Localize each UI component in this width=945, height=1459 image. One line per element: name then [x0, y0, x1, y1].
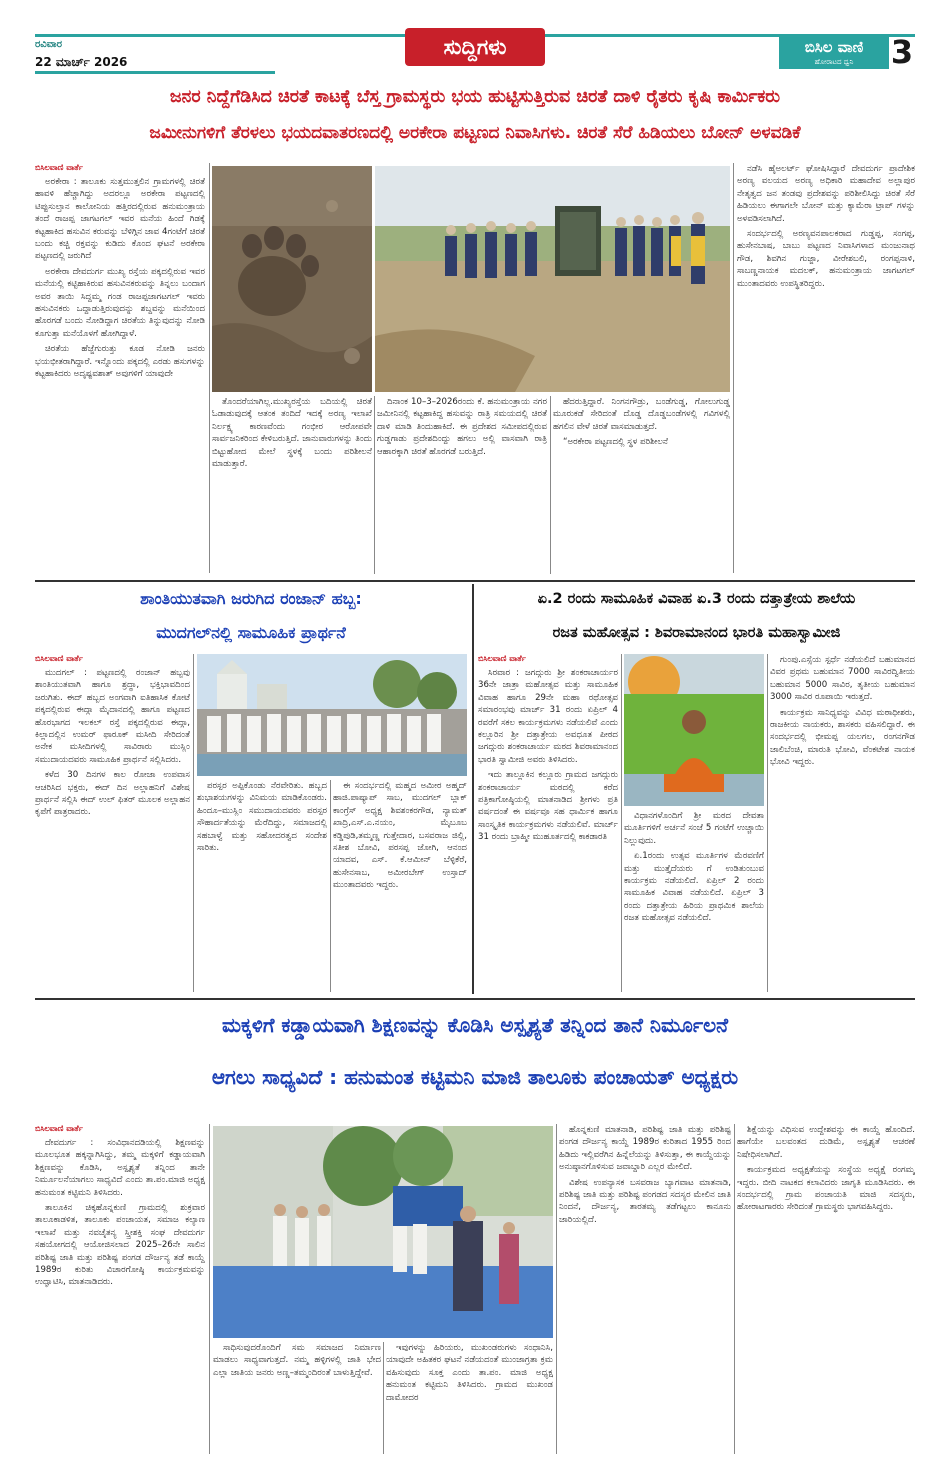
story3-byline: ಬಿಸಿಲವಾಣಿ ವಾರ್ತೆ [478, 654, 526, 663]
column-divider [734, 1124, 735, 1454]
column-divider [209, 1124, 210, 1454]
section-title: ಸುದ್ದಿಗಳು [405, 28, 545, 66]
story1-paragraph: ಅರಕೇರಾ : ತಾಲೂಕು ಸುತ್ತಮುತ್ತಲಿನ ಗ್ರಾಮಗಳಲ್ಲಿ ಚಿರತೆ ಹಾವಳಿ ಹೆಚ್ಚಾಗಿದ್ದು ಅದರಲ್ಲೂ ಅರಕೇರಾ ಪಟ್ಟಣದಲ್ಲಿ ಟಿಪ್ಪುಸುಲ್ತಾನ ಕಾಲೋನಿಯ ಹತ್ತಿರದಲ್ಲಿರುವ ಹನುಮಂತ್ರಾಯ ತಂದೆ ರಾಜಪ್ಪ ಜಾಗಟಗಲ್ ಇವರ ಮನೆಯ ಹಿಂದೆ ಗಿಡಕ್ಕೆ ಕಟ್ಟಹಾಕಿದ ಹಸುವಿನ ಕರುವನ್ನು ಬೆಳಿಗ್ಗಿನ ಜಾವ 4ಗಂಟೆಗೆ ಚಿರತೆ ಬಂದು ಕಚ್ಚಿ ರಕ್ತವನ್ನು ಕುಡಿದು ಕೊಂದ ಘಟನೆ ಅರಕೇರಾ ಪಟ್ಟಣದಲ್ಲಿ ಜರುಗಿದೆ [35, 177, 205, 262]
story1-paragraph: ದಿನಾಂಕ 10–3–2026ರಂದು ಕೆ. ಹನುಮಂತ್ರಾಯ ನಗರ ಜಮೀನಿನಲ್ಲಿ ಕಟ್ಟಹಾಕಿದ್ದ ಹಸುವನ್ನು ರಾತ್ರಿ ಸಮಯದಲ್ಲಿ ಚಿರತೆ ದಾಳಿ ಮಾಡಿ ತಿಂದುಹಾಕಿದೆ. ಈ ಪ್ರದೇಶದ ಸಮೀಪದಲ್ಲಿರುವ ಗುಡ್ಡಗಾಡು ಪ್ರದೇಶದಿಂದ್ದು ಹಗಲು ಅಲ್ಲಿ ವಾಸವಾಗಿ ರಾತ್ರಿ ಆಹಾರಕ್ಕಾಗಿ ಚಿರತೆ ಹೊರಗಡೆ ಬರುತ್ತಿದೆ. [377, 397, 547, 457]
story3-column-3 [770, 654, 915, 992]
story3-column-1 [478, 654, 618, 994]
story1-headline-line2: ಜಮೀನುಗಳಿಗೆ ತೆರಳಲು ಭಯದವಾತರಣದಲ್ಲಿ ಅರಕೇರಾ ಪಟ್ಟಣದ ನಿವಾಸಿಗಳು. ಚಿರತೆ ಸೆರೆ ಹಿಡಿಯಲು ಬೋನ್ ಅಳವಡಿಕೆ [149, 123, 801, 143]
story1-column-1 [35, 163, 205, 577]
column-divider [383, 1342, 384, 1454]
story1-byline: ಬಿಸಿಲವಾಣಿ ವಾರ್ತೆ [35, 163, 83, 172]
story1-column-4 [553, 396, 730, 574]
story4-headline-line2: ಆಗಲು ಸಾಧ್ಯವಿದೆ : ಹನುಮಂತ ಕಟ್ಟಿಮನಿ ಮಾಜಿ ತಾಲೂಕು ಪಂಚಾಯತ್ ಅಧ್ಯಕ್ಷರು [211, 1065, 739, 1089]
masthead [35, 28, 915, 76]
newspaper-page [35, 28, 915, 1403]
story4-paragraph: ಸಾಧಿಸುವುದರೊಂದಿಗೆ ಸಮ ಸಮಾಜದ ನಿರ್ಮಾಣ ಮಾಡಲು ಸಾಧ್ಯವಾಗುತ್ತದೆ. ನಮ್ಮ ಹಳ್ಳಿಗಳಲ್ಲಿ ಜಾತಿ ಭೇದ ಎಲ್ಲಾ ಜಾತಿಯ ಜನರು ಅಣ್ಣ–ತಮ್ಮಂದಿರಂತೆ ಬಾಳುತ್ತಿದ್ದೇವೆ. [213, 1343, 381, 1378]
story3-paragraph: ಕಾರ್ಯಕ್ರಮ ಸಾನಿಧ್ಯವನ್ನು ವಿವಿಧ ಮಠಾಧೀಶರು, ರಾಜಕೀಯ ನಾಯಕರು, ಶಾಸಕರು ವಹಿಸಲಿದ್ದಾರೆ. ಈ ಸಂದರ್ಭದಲ್ಲಿ ಭೀಮಪ್ಪ ಯಲಗಲ, ರಂಗನಗೌಡ ಜಾಲಿಬೆಂಚಿ, ಮಾರುತಿ ಭೋವಿ, ವೆಂಕಟೇಶ ನಾಯಕ ಭೋವಿ ಇದ್ದರು. [770, 707, 915, 768]
story1-paragraph: ತೊಂದರೆಯಾಗಿಲ್ಲ.ಮುಖ್ಯರಸ್ತೆಯ ಬದಿಯಲ್ಲಿ ಚಿರತೆ ಓಡಾಡುವುದಕ್ಕೆ ಆತಂಕ ತಂದಿದೆ ಇದಕ್ಕೆ ಅರಣ್ಯ ಇಲಾಖೆ ನಿರ್ಲಕ್ಷ್ಯ ಕಾರಣವೆಂದು ಗಂಭೀರ ಆರೋಪವೇ ಸಾರ್ವಜನಿಕರಿಂದ ಕೇಳಿಬರುತ್ತಿದೆ. ಜಾನುವಾರುಗಳನ್ನು ತಿಂದು ಬಿಟ್ಟುಹೋದ ಮೇಲೆ ಸ್ಥಳಕ್ಕೆ ಬಂದು ಪರಿಶೀಲನೆ ಮಾಡುತ್ತಾರೆ. [212, 397, 372, 470]
story4-column-2 [213, 1342, 381, 1454]
column-divider [621, 654, 622, 992]
section-divider [35, 998, 915, 1000]
villagers-with-cage-photo [375, 166, 730, 392]
seminar-gathering-photo [213, 1126, 553, 1338]
story1-paragraph: ಸಂದರ್ಭದಲ್ಲಿ ಅರಣ್ಯವನಪಾಲಕರಾದ ಗುಡ್ಡಪ್ಪ, ಸಂಗಪ್ಪ, ಹುಸೇನಬಾಷ, ಬಾಬು ಪಟ್ಟಣದ ನಿವಾಸಿಗಳಾದ ಮಂಜುನಾಥ ಗೌಡ, ಶಿವಗಿನ ಗುಜ್ಜಾ, ವೀರೇಶಬಲಿ, ರಂಗಪ್ಪನಾಳಿ, ಸಾಬಣ್ಣನಾಯಕ ಮದಲಕ್, ಹನುಮಂತ್ರಾಯ ಜಾಗಟಗಲ್ ಮುಂತಾದವರು ಉಪಸ್ಥಿತರಿದ್ದರು. [737, 229, 915, 289]
paper-logo [779, 37, 889, 69]
story1-paragraph: ಹೆದರುತ್ತಿದ್ದಾರೆ. ನಿಂಗನಗೌಡ್ರು, ಬಂಡೆಗುಡ್ಡ, ಗೋಲುಗುಡ್ಡ ಮೂರುಕಡೆ ಸೇರಿದಂತೆ ದೊಡ್ಡ ದೊಡ್ಡಬಂಡೆಗಳಲ್ಲಿ ಗವಿಗಳಲ್ಲಿ ಹಗಲಿನ ವೇಳೆ ಚಿರತೆ ವಾಸಮಾಡುತ್ತದೆ. [553, 397, 730, 432]
story2-headline-line2: ಮುದಗಲ್‌ನಲ್ಲಿ ಸಾಮೂಹಿಕ ಪ್ರಾರ್ಥನೆ [156, 623, 346, 642]
column-divider [209, 163, 210, 573]
story-leopard [35, 80, 915, 578]
issue-date: 22 ಮಾರ್ಚ್ 2026 [35, 55, 275, 74]
page-number: 3 [890, 33, 914, 71]
story3-headline-line2: ರಜತ ಮಹೋತ್ಸವ : ಶಿವರಾಮಾನಂದ ಭಾರತಿ ಮಹಾಸ್ವಾಮೀಜಿ [552, 625, 841, 641]
column-divider [550, 396, 551, 574]
story3-paragraph: ಏ.1ರಂದು ಉತ್ಸವ ಮೂರ್ತಿಗಳ ಮೆರವಣಿಗೆ ಮತ್ತು ಮುತ್ತೈದೆಯರು ಗೆ ಉಡಿತುಂಬುವ ಕಾರ್ಯಕ್ರಮ ನಡೆಯಲಿದೆ. ಏಪ್ರಿಲ್ 2 ರಂದು ಸಾಮೂಹಿಕ ವಿವಾಹ ನಡೆಯಲಿದೆ. ಏಪ್ರಿಲ್ 3 ರಂದು ದತ್ತಾತ್ರೇಯ ಹಿರಿಯ ಪ್ರಾಥಮಿಕ ಶಾಲೆಯ ರಜತ ಮಹೋತ್ಸವ ನಡೆಯಲಿದೆ. [624, 851, 764, 924]
story4-headline-line1: ಮಕ್ಕಳಿಗೆ ಕಡ್ಡಾಯವಾಗಿ ಶಿಕ್ಷಣವನ್ನು ಕೊಡಿಸಿ ಅಸ್ಪೃಶ್ಯತೆ ತನ್ನಿಂದ ತಾನೆ ನಿರ್ಮೂಲನೆ [222, 1013, 728, 1037]
story-education [35, 1002, 915, 1457]
issue-day: ರವಿವಾರ [35, 39, 62, 50]
leopard-footprint-photo [212, 166, 372, 392]
story4-column-1 [35, 1124, 205, 1457]
story3-paragraph: ಸಿರವಾರ : ಜಗದ್ಗುರು ಶ್ರೀ ಶಂಕರಾಚಾರ್ಯರ 36ನೇ ಜಾತ್ರಾ ಮಹೋತ್ಸವ ಮತ್ತು ಸಾಮೂಹಿಕ ವಿವಾಹ ಹಾಗೂ 29ನೇ ಮಹಾ ರಥೋತ್ಸವ ಸಮಾರಂಭವು ಮಾರ್ಚ್ 31 ರಂದು ಏಪ್ರಿಲ್ 4 ರವರೆಗೆ ಸಕಲ ಕಾರ್ಯಕ್ರಮಗಳು ನಡೆಯಲಿವೆ ಎಂದು ಕಲ್ಲೂರಿನ ಶ್ರೀ ದತ್ತಾತ್ರೇಯ ಅವಧೂತ ಪೀಠದ ಜಗದ್ಗುರು ಶಂಕರಾಚಾರ್ಯ ಮಠದ ಶಿವರಾಮಾನಂದ ಭಾರತಿ ಸ್ವಾಮೀಜಿ ಅವರು ತಿಳಿಸಿದರು. [478, 668, 618, 765]
story3-paragraph: ಗುಂಪು.ಎಸ್ಸೆಯ ಸ್ಪರ್ಧೆ ನಡೆಯಲಿದೆ ಬಹುಮಾನದ ವಿವರ ಪ್ರಥಮ ಬಹುಮಾನ 7000 ಸಾವಿರದ್ವಿತೀಯ ಬಹುಮಾನ 5000 ಸಾವಿರ, ತೃತೀಯ ಬಹುಮಾನ 3000 ಸಾವಿರ ರೂಪಾಯಿ ಇರುತ್ತದೆ. [770, 655, 915, 703]
story1-column-5 [737, 163, 915, 574]
story3-paragraph: ವಿಧಾನಗಳೊಂದಿಗೆ ಶ್ರೀ ಮಠದ ದೇವತಾ ಮೂರ್ತಿಗಳಿಗೆ ಅರ್ಚನೆ ಸಂಜೆ 5 ಗಂಟೆಗೆ ಉಚ್ಚಾಯಿ ನಿಲ್ಲುವುದು. [624, 811, 764, 846]
story2-column-2 [197, 780, 327, 992]
ramzan-prayer-photo [197, 654, 467, 776]
story4-paragraph: ತಾಲೂಕಿನ ಚಿಕ್ಕಹೊನ್ನಕುಣಿ ಗ್ರಾಮದಲ್ಲಿ ಶುಕ್ರವಾರ ತಾಲೂಕಾಡಳಿತ, ತಾಲೂಕು ಪಂಚಾಯತ, ಸಮಾಜ ಕಲ್ಯಾಣ ಇಲಾಖೆ ಮತ್ತು ನವಚೈತನ್ಯ ಸ್ತ್ರೀಶಕ್ತಿ ಸಂಘ ದೇವದುರ್ಗ ಸಹಯೋಗದಲ್ಲಿ ಆಯೋಜಿಸಲಾದ 2025–26ನೇ ಸಾಲಿನ ಪರಿಶಿಷ್ಟ ಜಾತಿ ಮತ್ತು ಪರಿಶಿಷ್ಟ ಪಂಗಡ ದೌರ್ಜನ್ಯ ತಡೆ ಕಾಯ್ದೆ 1989ರ ಕುರಿತು ವಿಚಾರಗೋಷ್ಠಿ ಕಾರ್ಯಕ್ರಮವನ್ನು ಉದ್ಘಾಟಿಸಿ, ಮಾತನಾಡಿದರು. [35, 1203, 205, 1288]
column-divider [556, 1124, 557, 1454]
story2-paragraph: ಈ ಸಂದರ್ಭದಲ್ಲಿ ಮಹ್ಮದ ಅಮೀರ ಅಹ್ಮದ್ ಹಾಜಿ.ಪಾಷ್ಯಾಪ್ ಸಾಬ, ಮುದಗಲ್ ಬ್ಲಾಕ್ ಕಾಂಗ್ರೆಸ್ ಅಧ್ಯಕ್ಷ ಶಿವಶಂಕರಗೌಡ, ನ್ಯಾಮತ್ ಖಾದ್ರಿ,ಎಸ್.ಎ.ನಯಂ, ಮೈಬೂಬ ಕಡ್ಡಿಪುಡಿ,ತಮ್ಮಣ್ಣ ಗುತ್ತೇದಾರ, ಬಸವರಾಜ ಜಿಲ್ಲಿ, ಸತೀಶ ಬೋವಿ, ಪರಸಪ್ಪ ಜೋಗಿ, ಆನಂದ ಯಾದವ, ಎಸ್. ಕೆ.ಆಮೀನ್ ಬೆಳ್ಳಿಕೆರೆ, ಹುಸೇನಸಾಬ, ಅಮೀರಬೇಗ್ ಉಸ್ತಾದ್ ಮುಂತಾದವರು ಇದ್ದರು. [333, 781, 467, 891]
story3-paragraph: ಇದು ತಾಲ್ಲೂಕಿನ ಕಲ್ಲೂರು ಗ್ರಾಮದ ಜಗದ್ಗುರು ಶಂಕರಾಚಾರ್ಯ ಮಠದಲ್ಲಿ ಕರೆದ ಪತ್ರಿಕಾಗೋಷ್ಠಿಯಲ್ಲಿ ಮಾತನಾಡಿದ ಶ್ರೀಗಳು ಪ್ರತಿ ವರ್ಷದಂತೆ ಈ ವರ್ಷವೂ ಸಹ ಧಾರ್ಮಿಕ ಹಾಗೂ ಸಾಂಸ್ಕೃತಿಕ ಕಾರ್ಯಕ್ರಮಗಳು ನಡೆಯಲಿವೆ. ಮಾರ್ಚ್ 31 ರಂದು ಬ್ರಾಹ್ಮೀ ಮುಹೂರ್ತದಲ್ಲಿ ಕಾಕಡಾರತಿ [478, 770, 618, 843]
story2-byline: ಬಿಸಿಲವಾಣಿ ವಾರ್ತೆ [35, 654, 83, 663]
story4-paragraph: ವಿಶೇಷ ಉಪನ್ಯಾಸಕ ಬಸವರಾಜ ಬ್ಯಾಗವಾಟ ಮಾತನಾಡಿ, ಪರಿಶಿಷ್ಟ ಜಾತಿ ಮತ್ತು ಪರಿಶಿಷ್ಟ ಪಂಗಡದ ಸದಸ್ಯರ ಮೇಲಿನ ಜಾತಿ ನಿಂದನೆ, ದೌರ್ಜನ್ಯ, ತಾರತಮ್ಯ ತಡೆಗಟ್ಟಲು ಕಾನೂನು ಜಾರಿಯಲ್ಲಿದೆ. [559, 1177, 731, 1225]
story4-paragraph: ಹೊನ್ನಕುಣಿ ಮಾತನಾಡಿ, ಪರಿಶಿಷ್ಟ ಜಾತಿ ಮತ್ತು ಪರಿಶಿಷ್ಟ ಪಂಗಡ ದೌರ್ಜನ್ಯ ಕಾಯ್ದೆ 1989ರ ಕುರಿತಾದ 1955 ರಿಂದ ಹಿಡಿದು ಇಲ್ಲಿವರೆಗಿನ ಹಿನ್ನೆಲೆಯನ್ನು ತಿಳಿಸುತ್ತಾ, ಈ ಕಾಯ್ದೆಯನ್ನು ಅನುಷ್ಠಾನಗೊಳಿಸುವ ಜವಾಬ್ದಾರಿ ಎಲ್ಲರ ಮೇಲಿದೆ. [559, 1125, 731, 1173]
swamiji-photo [624, 654, 764, 806]
column-divider [330, 780, 331, 992]
story1-paragraph: ನಡೆಸಿ ಹೈಅಲರ್ಟ್ ಘೋಷಿಸಿದ್ದಾರೆ ದೇವದುರ್ಗ ಪ್ರಾದೇಶಿಕ ಅರಣ್ಯ ವಲಯದ ಅರಣ್ಯ ಅಧಿಕಾರಿ ಮಹಾದೇವ ಅಲ್ಲಾಪುರ ನೇತೃತ್ವದ ಜನ ತಂಡವು ಪ್ರದೇಶವನ್ನು ಪರಿಶೀಲಿಸಿದ್ದು ಚಿರತೆ ಸೆರೆ ಹಿಡಿಯಲು ಈಗಾಗಲೇ ಬೋನ್ ಮತ್ತು ಕ್ಯಾಮೆರಾ ಟ್ರಾಪ್ ಗಳನ್ನು ಅಳವಡಿಸಲಾಗಿದೆ. [737, 164, 915, 224]
story-ramzan [35, 584, 467, 996]
story4-paragraph: ದೇವದುರ್ಗ : ಸಂವಿಧಾನದಡಿಯಲ್ಲಿ ಶಿಕ್ಷಣವನ್ನು ಮೂಲಭೂತ ಹಕ್ಕನ್ನಾಗಿಸಿದ್ದು, ತಮ್ಮ ಮಕ್ಕಳಿಗೆ ಕಡ್ಡಾಯವಾಗಿ ಶಿಕ್ಷಣವನ್ನು ಕೊಡಿಸಿ, ಅಸ್ಪೃಶ್ಯತೆ ತನ್ನಿಂದ ತಾನೇ ನಿರ್ಮೂಲನೆಯಾಗಲು ಸಾಧ್ಯವಿದೆ ಎಂದು ತಾ.ಪಂ.ಮಾಜಿ ಅಧ್ಯಕ್ಷ ಹನುಮಂತ ಕಟ್ಟಿಮನಿ ತಿಳಿಸಿದರು. [35, 1138, 205, 1198]
story2-column-1 [35, 654, 190, 994]
story1-paragraph: ಚಿರತೆಯ ಹೆಜ್ಜೆಗುರುತ್ತು ಕೂಡ ನೋಡಿ ಜನರು ಭಯಭೀತರಾಗಿದ್ದಾರೆ. ಇನ್ನೊಂದು ಪಕ್ಕದಲ್ಲಿ ಎರಡು ಹಸುಗಳನ್ನು ಕಟ್ಟಹಾಕಿದರು ಅದೃಷ್ಟವಶಾತ್ ಅವುಗಳಿಗೆ ಯಾವುದೇ [35, 344, 205, 380]
section-divider [35, 580, 915, 582]
column-divider [193, 654, 194, 992]
story4-paragraph: ಶಿಕ್ಷೆಯನ್ನು ವಿಧಿಸುವ ಉದ್ದೇಶವನ್ನು ಈ ಕಾಯ್ದೆ ಹೊಂದಿದೆ. ಹಾಗೆಯೇ ಬಲವಂತದ ದುಡಿಮೆ, ಅಸ್ಪೃಶ್ಯತೆ ಆಚರಣೆ ನಿಷೇಧಿಸಲಾಗಿದೆ. [737, 1125, 915, 1160]
story2-paragraph: ಪರಸ್ಪರ ಅಪ್ಪಿಕೊಂಡು ನೆರವೇರಿತು. ಹಬ್ಬದ ಶುಭಾಶಯಗಳನ್ನು ವಿನಿಮಯ ಮಾಡಿಕೊಂಡರು. ಹಿಂದೂ–ಮುಸ್ಲಿಂ ಸಮುದಾಯದವರು ಪರಸ್ಪರ ಸೌಹಾರ್ದತೆಯನ್ನು ಮೆರೆದಿದ್ದು, ಸಮಾಜದಲ್ಲಿ ಸಹಬಾಳ್ವೆ ಮತ್ತು ಸಹೋದರತ್ವದ ಸಂದೇಶ ಸಾರಿತು. [197, 781, 327, 854]
column-divider [374, 396, 375, 574]
paper-tagline: ಹೋರಾಟದ ಧ್ವನಿ [814, 58, 854, 66]
story2-paragraph: ಕಳೆದ 30 ದಿನಗಳ ಕಾಲ ರೋಜಾ ಉಪವಾಸ ಆಚರಿಸಿದ ಭಕ್ತರು, ಈದ್ ದಿನ ಅಲ್ಲಾಹನಿಗೆ ವಿಶೇಷ ಪ್ರಾರ್ಥನೆ ಸಲ್ಲಿಸಿ ಈದ್ ಉಲ್ ಫಿತರ್ ಮೂಲಕ ಅಲ್ಲಾಹನ ಕೃಪೆಗೆ ಪಾತ್ರರಾದರು. [35, 770, 190, 818]
story2-column-3 [333, 780, 467, 992]
column-divider [767, 654, 768, 992]
story1-column-3 [377, 396, 547, 574]
story4-byline: ಬಿಸಿಲವಾಣಿ ವಾರ್ತೆ [35, 1124, 83, 1133]
story4-paragraph: ಕಾರ್ಯಕ್ರಮದ ಅಧ್ಯಕ್ಷತೆಯನ್ನು ಸಂಸ್ಥೆಯ ಅಧ್ಯಕ್ಷೆ ರಂಗಮ್ಮ ಇದ್ದರು. ಬೀದಿ ನಾಟಕದ ಕಲಾವಿದರು ಜಾಗೃತಿ ಮೂಡಿಸಿದರು. ಈ ಸಂದರ್ಭದಲ್ಲಿ ಗ್ರಾಮ ಪಂಚಾಯತಿ ಮಾಜಿ ಸದಸ್ಯರು, ಹೋರಾಟಗಾರರು ಸೇರಿದಂತೆ ಗ್ರಾಮಸ್ಥರು ಭಾಗವಹಿಸಿದ್ದರು. [737, 1165, 915, 1213]
story3-headline-line1: ಏ.2 ರಂದು ಸಾಮೂಹಿಕ ವಿವಾಹ ಏ.3 ರಂದು ದತ್ತಾತ್ರೇಯ ಶಾಲೆಯ [537, 591, 856, 607]
story2-paragraph: ಮುದಗಲ್ : ಪಟ್ಟಣದಲ್ಲಿ ರಂಜಾನ್ ಹಬ್ಬವು ಶಾಂತಿಯುತವಾಗಿ ಹಾಗೂ ಶ್ರದ್ಧಾ, ಭಕ್ತಿಭಾವದಿಂದ ಜರುಗಿತು. ಈದ್ ಹಬ್ಬದ ಅಂಗವಾಗಿ ಐತಿಹಾಸಿಕ ಕೋಟೆ ಪಕ್ಕದಲ್ಲಿರುವ ಈದ್ಗಾ ಮೈದಾನದಲ್ಲಿ ಹಾಗೂ ಪಟ್ಟಣದ ಹೊರಭಾಗದ ಇಲಕಲ್ ರಸ್ತೆ ಪಕ್ಕದಲ್ಲಿರುವ ಈದ್ಗಾ, ಕಿಲ್ಲಾದಲ್ಲಿನ ಉಮರ್ ಫಾರೂಕ್ ಮಸೀದಿ ಸೇರಿದಂತೆ ಅನೇಕ ಮಸೀದಿಗಳಲ್ಲಿ ಸಾವಿರಾರು ಮುಸ್ಲಿಂ ಸಮುದಾಯದವರು ಸಾಮೂಹಿಕ ಪ್ರಾರ್ಥನೆ ಸಲ್ಲಿಸಿದರು. [35, 668, 190, 765]
paper-name: ಬಿಸಿಲ ವಾಣಿ [804, 38, 864, 56]
story1-headline-line1: ಜನರ ನಿದ್ದೆಗೆಡಿಸಿದ ಚಿರತೆ ಕಾಟಕ್ಕೆ ಬೆಸ್ತ ಗ್ರಾಮಸ್ಥರು ಭಯ ಹುಟ್ಟಿಸುತ್ತಿರುವ ಚಿರತೆ ದಾಳಿ ರೈತರು ಕೃಷಿ ಕಾರ್ಮಿಕರು [169, 87, 781, 107]
story2-headline-line1: ಶಾಂತಿಯುತವಾಗಿ ಜರುಗಿದ ರಂಜಾನ್ ಹಬ್ಬ: [140, 589, 362, 608]
story3-column-2 [624, 810, 764, 992]
story-mass-wedding [478, 584, 915, 996]
story1-paragraph: “ಅರಕೇರಾ ಪಟ್ಟಣದಲ್ಲಿ ಸ್ಥಳ ಪರಿಶೀಲನೆ [563, 437, 669, 448]
story4-column-3 [386, 1342, 553, 1454]
column-divider [733, 163, 734, 573]
story1-column-2 [212, 396, 372, 574]
story4-column-4 [559, 1124, 731, 1454]
story-divider [472, 584, 474, 994]
story1-paragraph: ಅರಕೇರಾ ದೇವದುರ್ಗ ಮುಖ್ಯ ರಸ್ತೆಯ ಪಕ್ಕದಲ್ಲಿರುವ ಇವರ ಮನೆಯಲ್ಲಿ ಕಟ್ಟಿಹಾಕಿರುವ ಹಸುವಿನಕರುವನ್ನು ತಿನ್ನಲು ಬಂದಾಗ ಅವರ ತಾಯಿ ಸಿದ್ದಮ್ಮ ಗಂಡ ರಾಜಪ್ಪಜಾಗಟಗಲ್ ಇವರು ಹಸುವಿನಕರು ಒದ್ದಾಡುತ್ತಿರುವುದನ್ನು ಶಬ್ದವನ್ನು ಮನೆಯಿಂದ ಹೊರಗಡೆ ಬಂದು ನೋಡಿದ್ದಾಗ ಚಿರತೆಯ ತಿನ್ನುವುದನ್ನು ನೋಡಿ ಕೂಗುತ್ತಾ ಮನೆಯೊಳಗೆ ಹೋಗಿದ್ದಾಳೆ. [35, 266, 205, 339]
story4-column-5 [737, 1124, 915, 1454]
story4-paragraph: ಇವುಗಳನ್ನು ಹಿರಿಯರು, ಮುಖಂಡರುಗಳು ಸಂಧಾನಿಸಿ, ಯಾವುದೇ ಅಹಿತಕರ ಘಟನೆ ನಡೆಯದಂತೆ ಮುಂಜಾಗ್ರತಾ ಕ್ರಮ ವಹಿಸುವುದು ಸೂಕ್ತ ಎಂದು ತಾ.ಪಂ. ಮಾಜಿ ಅಧ್ಯಕ್ಷ ಹನುಮಂತ ಕಟ್ಟಿಮನಿ ತಿಳಿಸಿದರು. ಗ್ರಾಮದ ಮುಖಂಡ ದಾಮೋದರ [386, 1343, 553, 1403]
